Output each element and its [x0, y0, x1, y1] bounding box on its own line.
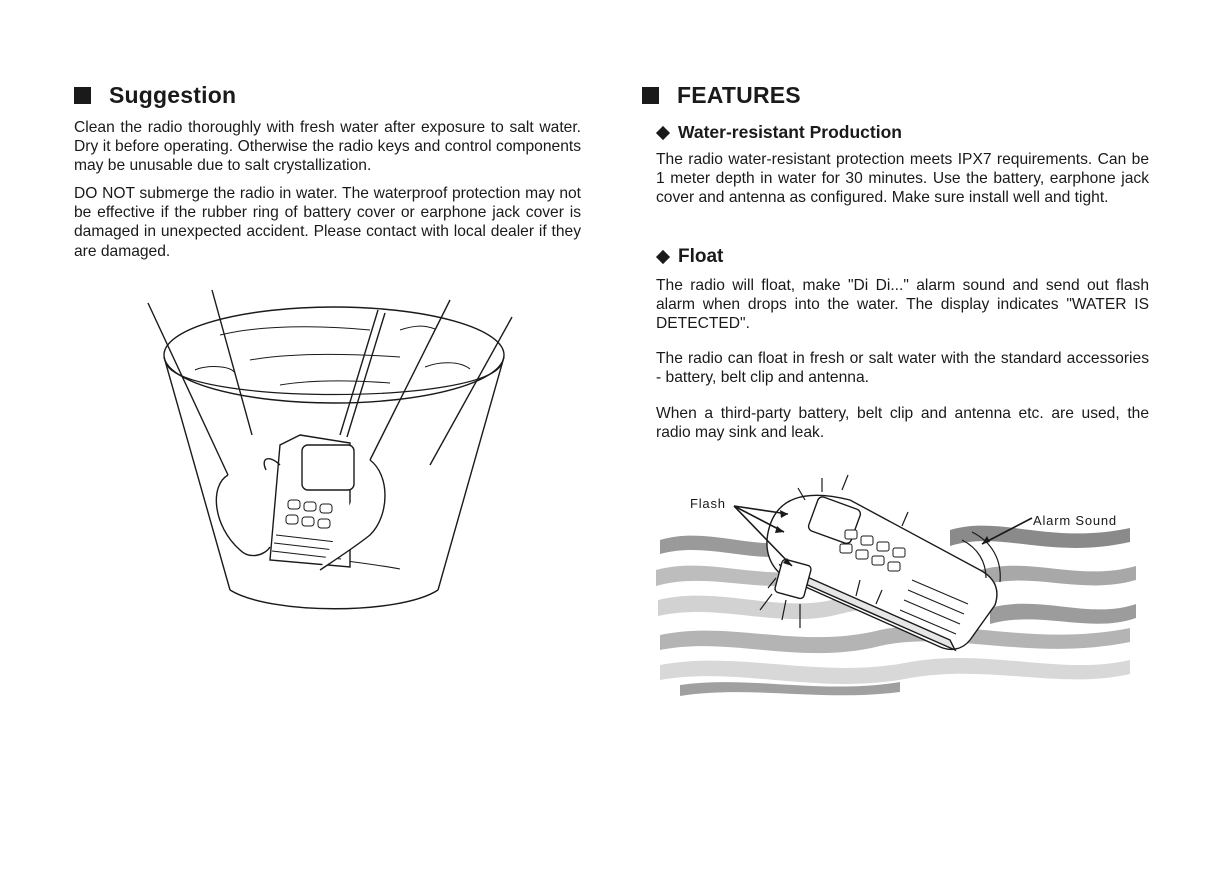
water-resistant-heading: [656, 122, 902, 143]
suggestion-heading: [74, 82, 236, 109]
suggestion-title: Suggestion: [109, 82, 237, 108]
float-paragraph-3: When a third-party battery, belt clip and antenna etc. are used, the radio may sink and leak.: [656, 405, 1149, 442]
float-title: Float: [678, 246, 724, 267]
bucket-illustration: [140, 285, 520, 615]
flash-label: Flash: [690, 496, 726, 511]
water-resistant-title: Water-resistant Production: [678, 122, 902, 142]
square-bullet-icon: [642, 87, 659, 104]
suggestion-paragraph-2: DO NOT submerge the radio in water. The waterproof protection may not be effective if the rubber ring of battery cover or earphone jack cover is damaged in unexpected accident. Please contact with local dealer if they are damaged.: [74, 185, 581, 260]
floating-radio-illustration: [650, 470, 1150, 705]
radio-body: [767, 495, 997, 650]
square-bullet-icon: [74, 87, 91, 104]
float-paragraph-2: The radio can float in fresh or salt water with the standard accessories - battery, belt clip and antenna.: [656, 350, 1149, 387]
alarm-sound-label: Alarm Sound: [1033, 513, 1117, 528]
diamond-bullet-icon: [656, 125, 670, 139]
diamond-bullet-icon: [656, 250, 670, 264]
features-title: FEATURES: [677, 82, 801, 108]
float-paragraph-1: The radio will float, make "Di Di..." alarm sound and send out flash alarm when drops into the water. The display indicates "WATER IS DETECTED".: [656, 277, 1149, 333]
features-heading: [642, 82, 801, 109]
suggestion-paragraph-1: Clean the radio thoroughly with fresh water after exposure to salt water. Dry it before operating. Otherwise the radio keys and control components may be unusable due to salt crystallization.: [74, 119, 581, 175]
float-heading: [656, 246, 723, 268]
water-resistant-paragraph: The radio water-resistant protection meets IPX7 requirements. Can be 1 meter depth in water for 30 minutes. Use the battery, earphone jack cover and antenna as configured. Make sure install well and tight.: [656, 151, 1149, 207]
